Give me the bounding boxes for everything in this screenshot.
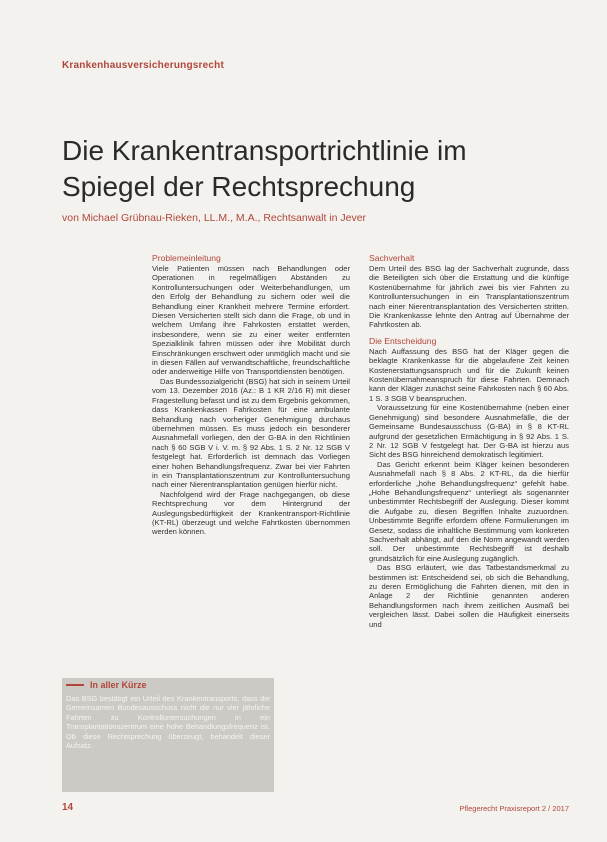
summary-text: Das BSG bestätigt ein Urteil des Krankentransports, dass die Gemeinsamen Bundesausschuss nicht die nur vier jährliche Fahrten zu Kontrolluntersuchungen in ein Transplantationszentrum eine hohe Behandlungsfrequenz ist. Ob diese Rechtsprechung überzeugt, behandelt dieser Aufsatz. bbox=[66, 694, 270, 751]
publication-footer: Pflegerecht Praxisreport 2 / 2017 bbox=[459, 804, 569, 813]
accent-bar bbox=[66, 684, 84, 686]
article-title: Die Krankentransportrichtlinie im Spiegel der Rechtsprechung bbox=[62, 135, 467, 202]
summary-header bbox=[62, 678, 274, 692]
entscheidung-paragraph-4: Das BSG erläutert, wie das Tatbestandsmerkmal zu bestimmen ist: Entscheidend sei, ob sich die Behandlung, zu deren Ermöglichung die Fahrten dienen, mit den in Anlage 2 der Richtlinie genannten anderen Behandlungsformen nach ihrem zeitlichen Ausmaß bei vergleichen lässt. Dabei sollen die Häufigkeit einerseits und bbox=[369, 563, 569, 629]
article-byline: von Michael Grübnau-Rieken, LL.M., M.A., Rechtsanwalt in Jever bbox=[62, 212, 367, 224]
problem-paragraph-1: Viele Patienten müssen nach Behandlungen oder Operationen in regelmäßigen Abständen zu Kontrolluntersuchungen oder Weiterbehandlungen, um den Erfolg der Behandlung zu sichern oder weil die Behandlung einer Krankheit mehrere Termine erfordert. Diesen Versicherten stellt sich dann die Frage, ob und in welchem Umfang ihre Fahrkosten erstattet werden, insbesondere, wenn sie zu einer weiter entfernten Spezialklinik fahren müssen oder ihre Mobilität durch Einschränkungen erschwert oder unmöglich macht und sie in diesen Fällen auf verwandtschaftliche, freundschaftliche oder anderweitige Hilfe von Transportdiensten benötigen. bbox=[152, 264, 350, 377]
problem-heading: Problemeinleitung bbox=[152, 253, 221, 263]
sachverhalt-heading: Sachverhalt bbox=[369, 253, 415, 263]
page-number: 14 bbox=[62, 802, 74, 813]
entscheidung-heading: Die Entscheidung bbox=[369, 335, 437, 346]
section-overline: Krankenhausversicherungsrecht bbox=[62, 60, 224, 71]
right-column bbox=[369, 253, 569, 629]
entscheidung-paragraph-3: Das Gericht erkennt beim Kläger keinen besonderen Ausnahmefall nach § 8 Abs. 2 KT-RL, da die hierfür erforderliche „hohe Behandlungsfrequenz“ gefehlt habe. „Hohe Behandlungsfrequenz“ unterliegt als sogenannter unbestimmter Rechtsbegriff der Auslegung. Dieser kommt die Aufgabe zu, diesen Begriffen Inhalte zuzuordnen. Unbestimmte Begriffe erfordern offene Formulierungen im Gesetz, sodass die inhaltliche Bestimmung vom konkreten Sachverhalt abhängt, auf den die Norm angewandt werden soll. Der unbestimmte Rechtsbegriff ist deshalb grundsätzlich für eine Auslegung zugänglich. bbox=[369, 459, 569, 563]
entscheidung-paragraph-2: Voraussetzung für eine Kostenübernahme (neben einer Genehmigung) sind besondere Ausnahmefälle, die der Gemeinsame Bundesausschuss (G-BA) in § 8 KT-RL aufgrund der gesetzlichen Ermächtigung in § 92 Abs. 1 S. 2 Nr. 12 SGB V festgelegt hat. Der G-BA ist hierzu aus Sicht des BSG hinreichend demokratisch legitimiert. bbox=[369, 403, 569, 460]
left-column bbox=[152, 253, 350, 537]
entscheidung-paragraph-1: Nach Auffassung des BSG hat der Kläger gegen die beklagte Krankenkasse für die abgelaufene Zeit keinen Kostenerstattungsanspruch und für die Zukunft keinen Kostenübernahmeanspruch für diese Fahrten. Demnach kann der Kläger zunächst seine Fahrkosten nach § 60 Abs. 1 S. 3 SGB V beanspruchen. bbox=[369, 346, 569, 403]
problem-paragraph-2: Das Bundessozialgericht (BSG) hat sich in seinem Urteil vom 13. Dezember 2016 (Az.: B 1 KR 2/16 R) mit dieser Fragestellung befasst und ist zu dem Ergebnis gekommen, dass Krankenkassen Fahrkosten für eine ambulante Behandlung nach vorheriger Genehmigung durchaus übernehmen müssen. Es muss jedoch ein besonderer Ausnahmefall vorliegen, den der G-BA in den Richtlinien nach § 60 SGB V i. V. m. § 92 Abs. 1 S. 2 Nr. 12 SGB V festgelegt hat. Erforderlich ist demnach das Vorliegen einer hohen Behandlungsfrequenz. Zwar bei vier Fahrten in ein Transplantationszentrum zur Kontrolluntersuchung nach einer Nierentransplantation genügen hierfür nicht. bbox=[152, 376, 350, 490]
summary-label: In aller Kürze bbox=[90, 680, 147, 690]
problem-paragraph-3: Nachfolgend wird der Frage nachgegangen, ob diese Rechtsprechung vor dem Hintergrund der Auslegungsbedürftigkeit der Krankentransport-Richtlinie (KT-RL) überzeugt und welche Fahrtkosten übernommen werden können. bbox=[152, 489, 350, 537]
sachverhalt-paragraph: Dem Urteil des BSG lag der Sachverhalt zugrunde, dass die Beteiligten sich über die Erstattung und die künftige Kostenübernahme für jährlich zwei bis vier Fahrten zu Kontrolluntersuchungen in ein Transplantationszentrum nach einer Nierentransplantation des Versicherten stritten. Die Krankenkasse lehnte den Antrag auf Übernahme der Fahrtkosten ab. bbox=[369, 264, 569, 330]
